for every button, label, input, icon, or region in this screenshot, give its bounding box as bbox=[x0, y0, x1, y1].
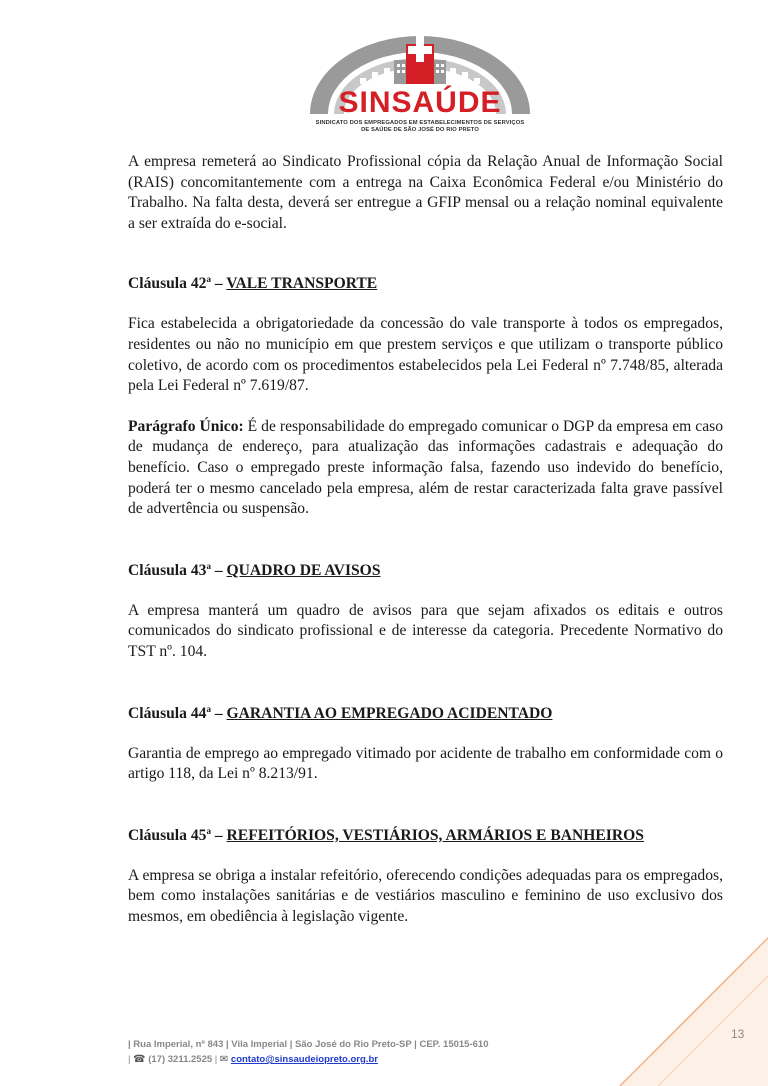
clause-title: VALE TRANSPORTE bbox=[226, 275, 378, 293]
logo-subtitle-line2: DE SAÚDE DE SÃO JOSÉ DO RIO PRETO bbox=[361, 127, 479, 133]
clause-paragraph: A empresa se obriga a instalar refeitório, oferecendo condições adequadas para os empregados, bem como instalações sanitárias e de vestiários masculino e feminino de uso exclusivo dos mesmos, em obediência à legislação vigente. bbox=[128, 866, 723, 925]
clause-45 bbox=[128, 826, 723, 928]
footer-contact: | ☎ (17) 3211.2525 | ✉ contato@sinsaudeiopreto.org.br bbox=[128, 1054, 378, 1065]
clause-44 bbox=[128, 704, 723, 785]
mail-icon: ✉ bbox=[219, 1054, 229, 1065]
clause-heading: Cláusula 44$^a$ – GARANTIA AO EMPREGADO ACIDENTADO bbox=[128, 703, 553, 722]
clause-42 bbox=[128, 274, 723, 519]
footer bbox=[128, 1037, 488, 1067]
clause-title: REFEITÓRIOS, VESTIÁRIOS, ARMÁRIOS E BANHEIROS bbox=[226, 826, 644, 844]
clause-title: QUADRO DE AVISOS bbox=[226, 561, 381, 579]
sinsaude-logo bbox=[300, 26, 540, 134]
intro-paragraph: A empresa remeterá ao Sindicato Profissional cópia da Relação Anual de Informação Social (RAIS) concomitantemente com a entrega na Caixa Econômica Federal e/ou Ministério do Trabalho. Na falta desta, deverá ser entregue a GFIP mensal ou a relação nominal equivalente a ser extraída do e-social. bbox=[128, 153, 723, 232]
clause-title: GARANTIA AO EMPREGADO ACIDENTADO bbox=[226, 704, 553, 722]
footer-email-link[interactable]: contato@sinsaudeiopreto.org.br bbox=[230, 1054, 378, 1065]
clause-heading: Cláusula 42$^a$ – VALE TRANSPORTE bbox=[128, 274, 378, 293]
logo-name: SINSAÚDE bbox=[338, 86, 502, 119]
clause-paragraph: Fica estabelecida a obrigatoriedade da concessão do vale transporte à todos os empregados, residentes ou não no município em que prestem serviços e que utilizam o transporte público coletivo, de acordo com os procedimentos estabelecidos pela Lei Federal nº 7.748/85, alterada pela Lei Federal nº 7.619/87. bbox=[128, 315, 723, 395]
clause-paragraph: A empresa manterá um quadro de avisos para que sejam afixados os editais e outros comunicados do sindicato profissional e de interesse da categoria. Precedente Normativo do TST nº. 104. bbox=[128, 601, 723, 660]
logo-subtitle-line1: SINDICATO DOS EMPREGADOS EM ESTABELECIMENTOS DE SERVIÇOS bbox=[315, 120, 525, 126]
clause-paragraph: Garantia de emprego ao empregado vitimado por acidente de trabalho em conformidade com o artigo 118, da Lei nº 8.213/91. bbox=[128, 744, 723, 783]
corner-decoration bbox=[618, 936, 768, 1086]
document-body bbox=[128, 152, 723, 927]
footer-phone: (17) 3211.2525 bbox=[148, 1054, 213, 1065]
clause-heading: Cláusula 43$^a$ – QUADRO DE AVISOS bbox=[128, 560, 381, 579]
clause-heading: Cláusula 45$^a$ – REFEITÓRIOS, VESTIÁRIOS, ARMÁRIOS E BANHEIROS bbox=[128, 825, 644, 844]
clause-43 bbox=[128, 561, 723, 663]
phone-icon: ☎ bbox=[133, 1054, 146, 1065]
footer-address: | Rua Imperial, nº 843 | Vila Imperial | São José do Rio Preto-SP | CEP. 15015-610 bbox=[128, 1039, 489, 1050]
page-number: 13 bbox=[731, 1027, 745, 1041]
paragrafo-unico: Parágrafo Único: É de responsabilidade do empregado comunicar o DGP da empresa em caso de mudança de endereço, para atualização das informações cadastrais e adequação do benefício. Caso o empregado preste informação falsa, fazendo uso indevido do benefício, poderá ter o mesmo cancelado pela empresa, além de restar caracterizada falta grave passível de advertência ou suspensão. bbox=[128, 417, 723, 518]
